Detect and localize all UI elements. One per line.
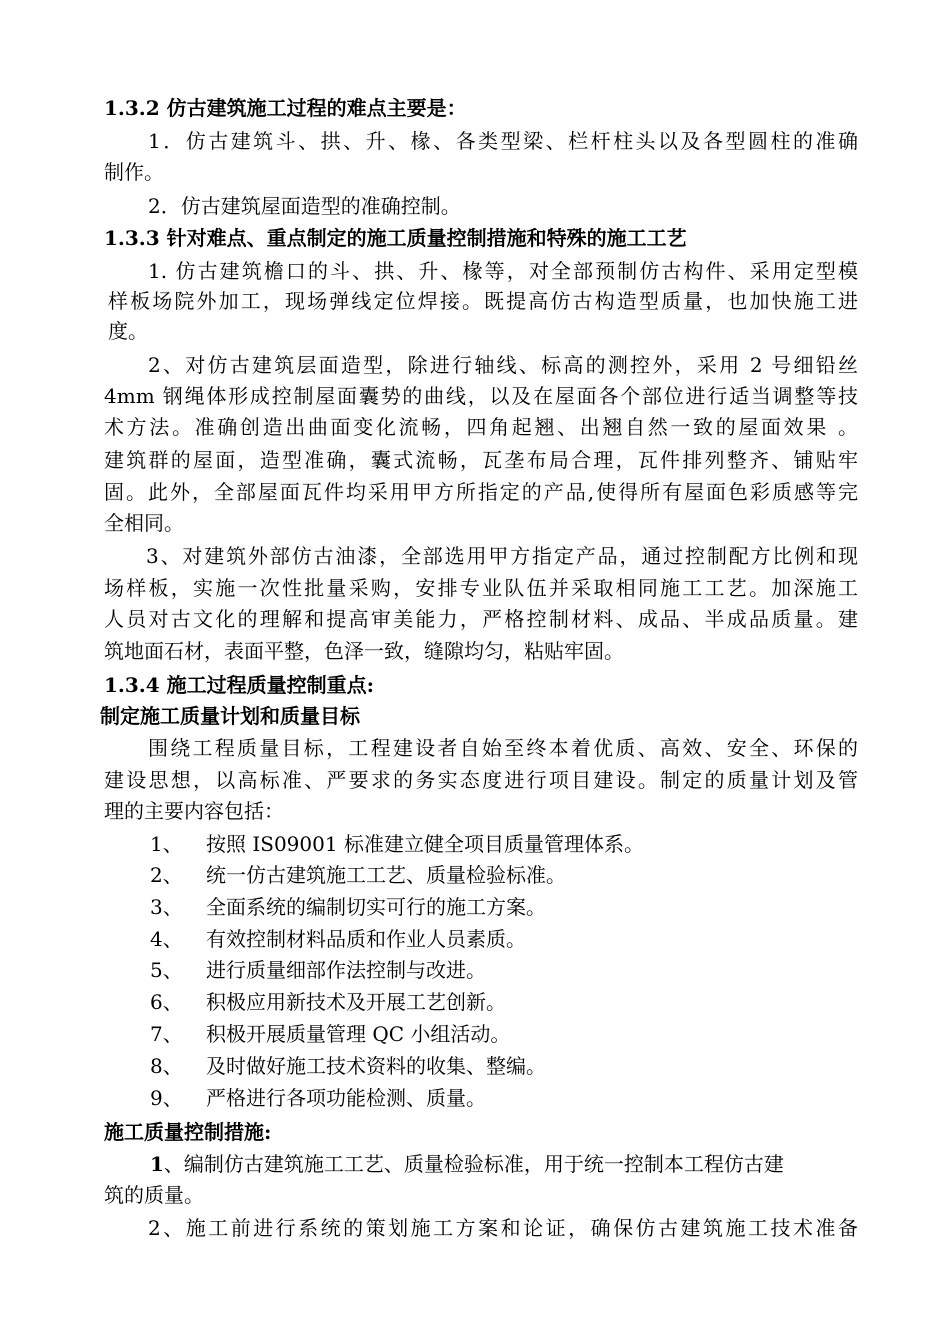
list-item-number: 8、	[150, 1054, 183, 1078]
list-item	[150, 1083, 486, 1113]
list-item-number: 3、	[150, 895, 183, 919]
paragraph-line: 建筑群的屋面，造型准确，囊式流畅，瓦垄布局合理，瓦件排列整齐、铺贴牢	[104, 448, 858, 472]
paragraph-line: 样板场院外加工，现场弹线定位焊接。既提高仿古构造型质量，也加快施工进	[108, 289, 858, 313]
paragraph-line: 2、施工前进行系统的策划施工方案和论证，确保仿古建筑施工技术准备	[148, 1216, 858, 1240]
list-item-text: 有效控制材料品质和作业人员素质。	[206, 927, 526, 951]
paragraph-line: 2、对仿古建筑层面造型，除进行轴线、标高的测控外，采用 2 号细铅丝	[148, 353, 858, 377]
list-item-text: 按照 IS09001 标准建立健全项目质量管理体系。	[206, 832, 644, 856]
list-item	[150, 860, 566, 890]
list-item-number: 5、	[150, 958, 183, 982]
list-item-number: 4、	[150, 927, 183, 951]
paragraph-line: 筑的质量。	[104, 1183, 204, 1207]
list-item	[150, 892, 546, 922]
paragraph-line: 1. 仿古建筑檐口的斗、拱、升、椽等，对全部预制仿古构件、采用定型模	[148, 259, 858, 283]
paragraph-line: 全相同。	[104, 511, 184, 535]
list-item-number: 7、	[150, 1022, 183, 1046]
list-item	[150, 1051, 546, 1081]
list-item	[150, 924, 526, 954]
paragraph-line: 围绕工程质量目标，工程建设者自始至终本着优质、高效、安全、环保的	[148, 736, 858, 760]
paragraph-line: 建设思想，以高标准、严要求的务实态度进行项目建设。制定的质量计划及管	[104, 768, 858, 792]
list-item-text: 严格进行各项功能检测、质量。	[206, 1086, 486, 1110]
list-item	[150, 1019, 510, 1049]
paragraph-line	[150, 1149, 858, 1179]
heading-quality-plan: 制定施工质量计划和质量目标	[100, 704, 360, 728]
measure-text: 、编制仿古建筑施工工艺、质量检验标准，用于统一控制本工程仿古建	[163, 1152, 784, 1176]
list-item-text: 积极开展质量管理 QC 小组活动。	[206, 1022, 511, 1046]
paragraph-line: 3、对建筑外部仿古油漆，全部选用甲方指定产品，通过控制配方比例和现	[146, 544, 858, 568]
paragraph-line: 2．仿古建筑屋面造型的准确控制。	[148, 194, 461, 218]
paragraph-line: 术方法。准确创造出曲面变化流畅，四角起翘、出翘自然一致的屋面效果 。	[104, 415, 858, 439]
paragraph-line: 理的主要内容包括：	[104, 799, 284, 823]
paragraph-line: 场样板，实施一次性批量采购，安排专业队伍并采取相同施工工艺。加深施工	[104, 576, 858, 600]
list-item	[150, 829, 644, 859]
list-item-text: 统一仿古建筑施工工艺、质量检验标准。	[206, 863, 566, 887]
paragraph-line: 1．仿古建筑斗、拱、升、椽、各类型梁、栏杆柱头以及各型圆柱的准确	[148, 129, 858, 153]
list-item	[150, 955, 486, 985]
paragraph-line: 4mm 钢绳体形成控制屋面囊势的曲线，以及在屋面各个部位进行适当调整等技	[104, 384, 858, 408]
list-item-number: 9、	[150, 1086, 183, 1110]
paragraph-line: 人员对古文化的理解和提高审美能力，严格控制材料、成品、半成品质量。建	[104, 607, 858, 631]
heading-1-3-2: 1.3.2 仿古建筑施工过程的难点主要是：	[104, 96, 467, 120]
list-item-number: 2、	[150, 863, 183, 887]
list-item-number: 1、	[150, 832, 183, 856]
paragraph-line: 制作。	[104, 160, 164, 184]
list-item-text: 全面系统的编制切实可行的施工方案。	[206, 895, 546, 919]
list-item-text: 进行质量细部作法控制与改进。	[206, 958, 486, 982]
heading-measures: 施工质量控制措施:	[104, 1120, 272, 1144]
heading-1-3-4: 1.3.4 施工过程质量控制重点:	[104, 673, 375, 697]
list-item-number: 6、	[150, 990, 183, 1014]
measure-number: 1	[150, 1152, 164, 1176]
paragraph-line: 筑地面石材，表面平整，色泽一致，缝隙均匀，粘贴牢固。	[104, 639, 624, 663]
list-item-text: 及时做好施工技术资料的收集、整编。	[206, 1054, 546, 1078]
list-item-text: 积极应用新技术及开展工艺创新。	[206, 990, 506, 1014]
list-item	[150, 987, 506, 1017]
paragraph-line: 度。	[108, 319, 148, 343]
paragraph-line: 固。此外，全部屋面瓦件均采用甲方所指定的产品,使得所有屋面色彩质感等完	[104, 480, 858, 504]
heading-1-3-3: 1.3.3 针对难点、重点制定的施工质量控制措施和特殊的施工工艺	[104, 226, 687, 250]
